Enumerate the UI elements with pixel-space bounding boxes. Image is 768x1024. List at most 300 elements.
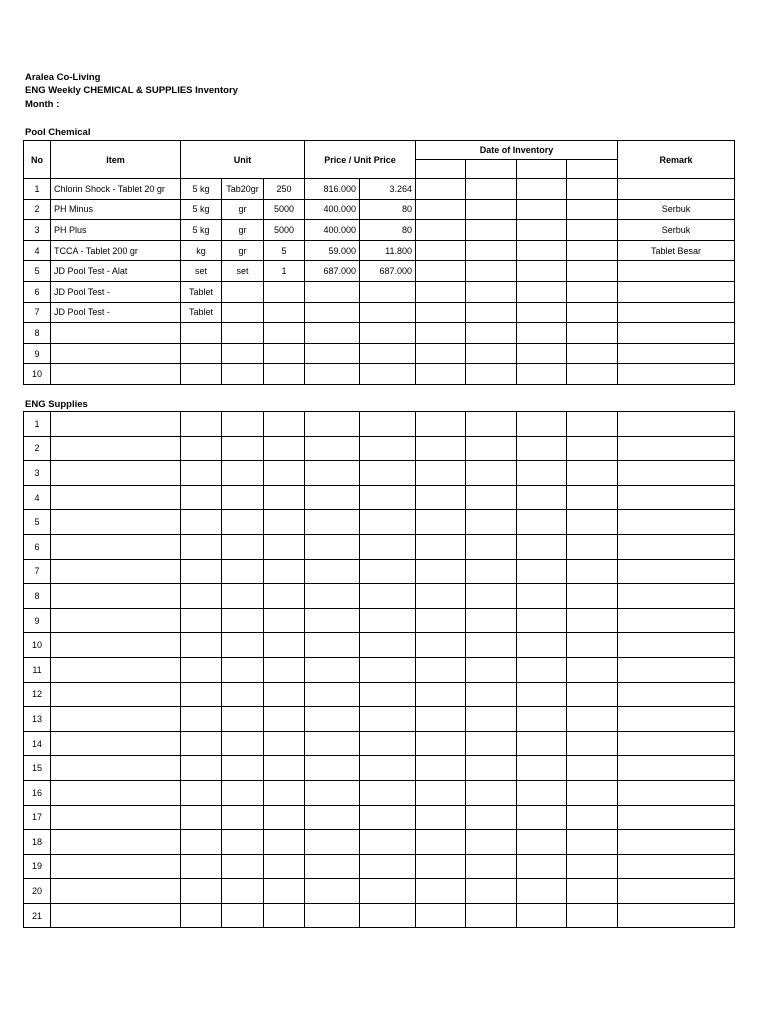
supplies-cell[interactable]: [466, 707, 517, 732]
supplies-cell[interactable]: [181, 731, 222, 756]
supplies-cell[interactable]: [51, 903, 181, 928]
supplies-cell[interactable]: [51, 485, 181, 510]
supplies-cell[interactable]: [567, 584, 618, 609]
supplies-cell[interactable]: [567, 436, 618, 461]
inventory-cell-1[interactable]: [416, 220, 466, 241]
supplies-cell[interactable]: [305, 707, 360, 732]
supplies-cell[interactable]: [567, 805, 618, 830]
inventory-cell-3[interactable]: [517, 323, 567, 344]
supplies-cell[interactable]: [618, 559, 735, 584]
inventory-cell-4[interactable]: [567, 364, 618, 385]
row-no: 8: [24, 323, 51, 344]
supplies-cell[interactable]: [618, 608, 735, 633]
supplies-cell[interactable]: [517, 682, 567, 707]
inventory-cell-1[interactable]: [416, 364, 466, 385]
supplies-cell[interactable]: [416, 780, 466, 805]
supplies-cell[interactable]: [51, 830, 181, 855]
supplies-cell[interactable]: [305, 510, 360, 535]
supplies-cell[interactable]: [567, 854, 618, 879]
table-row: [24, 608, 735, 633]
supplies-cell[interactable]: [466, 854, 517, 879]
supplies-cell[interactable]: [222, 731, 264, 756]
supplies-cell[interactable]: [360, 903, 416, 928]
inventory-cell-1[interactable]: [416, 343, 466, 364]
inventory-cell-2[interactable]: [466, 179, 517, 200]
supplies-cell[interactable]: [51, 534, 181, 559]
supplies-cell[interactable]: [517, 657, 567, 682]
inventory-cell-2[interactable]: [466, 199, 517, 220]
supplies-cell[interactable]: [181, 485, 222, 510]
supplies-cell[interactable]: [517, 830, 567, 855]
inventory-cell-3[interactable]: [517, 240, 567, 261]
supplies-cell[interactable]: [264, 510, 305, 535]
supplies-cell[interactable]: [416, 461, 466, 486]
inventory-cell-1[interactable]: [416, 240, 466, 261]
supplies-cell[interactable]: [360, 485, 416, 510]
supplies-cell[interactable]: [222, 436, 264, 461]
date-slot-1[interactable]: [416, 160, 466, 179]
supplies-cell[interactable]: [466, 608, 517, 633]
supplies-cell[interactable]: [181, 903, 222, 928]
supplies-cell[interactable]: [360, 412, 416, 437]
supplies-cell[interactable]: [517, 436, 567, 461]
supplies-cell[interactable]: [264, 633, 305, 658]
supplies-cell[interactable]: [222, 903, 264, 928]
supplies-cell[interactable]: [466, 731, 517, 756]
supplies-cell[interactable]: [416, 608, 466, 633]
supplies-cell[interactable]: [181, 510, 222, 535]
supplies-cell[interactable]: [416, 879, 466, 904]
supplies-cell[interactable]: [466, 756, 517, 781]
supplies-cell[interactable]: [222, 534, 264, 559]
supplies-cell[interactable]: [360, 461, 416, 486]
table-row: [24, 179, 735, 200]
unit-price: 80: [360, 220, 416, 241]
supplies-cell[interactable]: [305, 412, 360, 437]
remark: Serbuk: [618, 220, 735, 241]
supplies-cell[interactable]: [305, 756, 360, 781]
supplies-cell[interactable]: [416, 903, 466, 928]
supplies-cell[interactable]: [618, 854, 735, 879]
supplies-cell[interactable]: [567, 682, 618, 707]
supplies-cell[interactable]: [51, 805, 181, 830]
supplies-cell[interactable]: [264, 707, 305, 732]
supplies-cell[interactable]: [618, 731, 735, 756]
supplies-cell[interactable]: [305, 584, 360, 609]
supplies-cell[interactable]: [360, 559, 416, 584]
supplies-cell[interactable]: [567, 830, 618, 855]
unit-type: set: [222, 261, 264, 282]
inventory-cell-1[interactable]: [416, 179, 466, 200]
supplies-cell[interactable]: [360, 756, 416, 781]
supplies-cell[interactable]: [416, 510, 466, 535]
supplies-cell[interactable]: [222, 879, 264, 904]
supplies-cell[interactable]: [264, 805, 305, 830]
supplies-cell[interactable]: [360, 707, 416, 732]
supplies-cell[interactable]: [360, 510, 416, 535]
supplies-cell[interactable]: [222, 485, 264, 510]
supplies-cell[interactable]: [466, 485, 517, 510]
supplies-cell[interactable]: [517, 534, 567, 559]
inventory-cell-1[interactable]: [416, 323, 466, 344]
inventory-cell-1[interactable]: [416, 199, 466, 220]
supplies-cell[interactable]: [517, 707, 567, 732]
supplies-cell[interactable]: [618, 707, 735, 732]
supplies-cell[interactable]: [360, 780, 416, 805]
supplies-cell[interactable]: [567, 657, 618, 682]
inventory-cell-3[interactable]: [517, 261, 567, 282]
table-row: [24, 323, 735, 344]
supplies-cell[interactable]: [360, 879, 416, 904]
supplies-cell[interactable]: [51, 608, 181, 633]
row-no: 18: [24, 830, 51, 855]
supplies-cell[interactable]: [51, 879, 181, 904]
supplies-cell[interactable]: [618, 756, 735, 781]
supplies-cell[interactable]: [416, 584, 466, 609]
inventory-cell-2[interactable]: [466, 240, 517, 261]
supplies-cell[interactable]: [264, 657, 305, 682]
supplies-cell[interactable]: [181, 805, 222, 830]
supplies-cell[interactable]: [466, 830, 517, 855]
supplies-cell[interactable]: [416, 731, 466, 756]
supplies-cell[interactable]: [567, 903, 618, 928]
supplies-cell[interactable]: [618, 780, 735, 805]
inventory-cell-3[interactable]: [517, 343, 567, 364]
supplies-cell[interactable]: [360, 534, 416, 559]
supplies-cell[interactable]: [181, 608, 222, 633]
row-no: 13: [24, 707, 51, 732]
supplies-cell[interactable]: [51, 584, 181, 609]
supplies-cell[interactable]: [264, 436, 305, 461]
supplies-cell[interactable]: [51, 780, 181, 805]
supplies-cell[interactable]: [305, 780, 360, 805]
supplies-cell[interactable]: [181, 657, 222, 682]
supplies-cell[interactable]: [264, 780, 305, 805]
row-no: 7: [24, 302, 51, 323]
supplies-cell[interactable]: [517, 756, 567, 781]
date-slot-2[interactable]: [466, 160, 517, 179]
supplies-cell[interactable]: [51, 756, 181, 781]
supplies-cell[interactable]: [466, 879, 517, 904]
supplies-cell[interactable]: [466, 510, 517, 535]
supplies-cell[interactable]: [360, 584, 416, 609]
supplies-cell[interactable]: [264, 756, 305, 781]
supplies-cell[interactable]: [222, 854, 264, 879]
supplies-cell[interactable]: [567, 879, 618, 904]
inventory-cell-3[interactable]: [517, 220, 567, 241]
unit-price: 687.000: [360, 261, 416, 282]
supplies-cell[interactable]: [416, 534, 466, 559]
supplies-cell[interactable]: [517, 854, 567, 879]
supplies-cell[interactable]: [305, 633, 360, 658]
supplies-cell[interactable]: [181, 756, 222, 781]
supplies-cell[interactable]: [466, 436, 517, 461]
supplies-cell[interactable]: [567, 534, 618, 559]
inventory-cell-2[interactable]: [466, 323, 517, 344]
supplies-cell[interactable]: [305, 903, 360, 928]
inventory-cell-4[interactable]: [567, 240, 618, 261]
supplies-cell[interactable]: [517, 879, 567, 904]
supplies-cell[interactable]: [618, 830, 735, 855]
supplies-cell[interactable]: [360, 830, 416, 855]
supplies-cell[interactable]: [466, 805, 517, 830]
supplies-cell[interactable]: [264, 461, 305, 486]
supplies-cell[interactable]: [305, 657, 360, 682]
supplies-cell[interactable]: [360, 682, 416, 707]
supplies-cell[interactable]: [416, 633, 466, 658]
supplies-cell[interactable]: [466, 780, 517, 805]
item-name: [51, 323, 181, 344]
supplies-cell[interactable]: [51, 461, 181, 486]
supplies-cell[interactable]: [517, 485, 567, 510]
supplies-cell[interactable]: [222, 559, 264, 584]
inventory-cell-3[interactable]: [517, 281, 567, 302]
supplies-cell[interactable]: [222, 412, 264, 437]
supplies-cell[interactable]: [416, 436, 466, 461]
supplies-cell[interactable]: [264, 559, 305, 584]
inventory-cell-3[interactable]: [517, 179, 567, 200]
supplies-cell[interactable]: [567, 608, 618, 633]
supplies-cell[interactable]: [416, 559, 466, 584]
supplies-cell[interactable]: [51, 854, 181, 879]
supplies-cell[interactable]: [618, 805, 735, 830]
inventory-cell-4[interactable]: [567, 281, 618, 302]
supplies-cell[interactable]: [264, 534, 305, 559]
supplies-cell[interactable]: [181, 854, 222, 879]
supplies-cell[interactable]: [416, 682, 466, 707]
inventory-cell-1[interactable]: [416, 261, 466, 282]
supplies-cell[interactable]: [567, 559, 618, 584]
supplies-cell[interactable]: [466, 534, 517, 559]
supplies-cell[interactable]: [360, 657, 416, 682]
inventory-cell-2[interactable]: [466, 261, 517, 282]
supplies-cell[interactable]: [305, 682, 360, 707]
supplies-cell[interactable]: [618, 657, 735, 682]
supplies-cell[interactable]: [51, 682, 181, 707]
supplies-cell[interactable]: [517, 731, 567, 756]
supplies-cell[interactable]: [222, 756, 264, 781]
supplies-cell[interactable]: [51, 412, 181, 437]
supplies-cell[interactable]: [416, 707, 466, 732]
supplies-cell[interactable]: [305, 436, 360, 461]
supplies-cell[interactable]: [416, 657, 466, 682]
supplies-cell[interactable]: [305, 608, 360, 633]
supplies-cell[interactable]: [466, 682, 517, 707]
supplies-cell[interactable]: [181, 780, 222, 805]
supplies-cell[interactable]: [466, 584, 517, 609]
supplies-cell[interactable]: [264, 485, 305, 510]
supplies-cell[interactable]: [222, 608, 264, 633]
supplies-cell[interactable]: [222, 510, 264, 535]
supplies-cell[interactable]: [222, 584, 264, 609]
supplies-cell[interactable]: [181, 461, 222, 486]
supplies-cell[interactable]: [264, 584, 305, 609]
supplies-cell[interactable]: [618, 633, 735, 658]
supplies-cell[interactable]: [181, 436, 222, 461]
supplies-cell[interactable]: [51, 657, 181, 682]
inventory-cell-3[interactable]: [517, 364, 567, 385]
supplies-cell[interactable]: [264, 682, 305, 707]
supplies-cell[interactable]: [305, 830, 360, 855]
supplies-cell[interactable]: [466, 461, 517, 486]
supplies-cell[interactable]: [305, 879, 360, 904]
supplies-cell[interactable]: [51, 633, 181, 658]
supplies-cell[interactable]: [264, 608, 305, 633]
supplies-cell[interactable]: [305, 534, 360, 559]
supplies-cell[interactable]: [264, 854, 305, 879]
inventory-cell-4[interactable]: [567, 179, 618, 200]
supplies-cell[interactable]: [567, 412, 618, 437]
supplies-cell[interactable]: [305, 461, 360, 486]
supplies-cell[interactable]: [360, 633, 416, 658]
supplies-cell[interactable]: [305, 731, 360, 756]
supplies-cell[interactable]: [466, 633, 517, 658]
supplies-cell[interactable]: [51, 510, 181, 535]
supplies-cell[interactable]: [416, 756, 466, 781]
supplies-cell[interactable]: [51, 436, 181, 461]
supplies-cell[interactable]: [567, 461, 618, 486]
supplies-cell[interactable]: [517, 805, 567, 830]
supplies-cell[interactable]: [360, 805, 416, 830]
inventory-cell-1[interactable]: [416, 302, 466, 323]
inventory-cell-4[interactable]: [567, 199, 618, 220]
remark: [618, 179, 735, 200]
supplies-cell[interactable]: [416, 830, 466, 855]
supplies-cell[interactable]: [222, 633, 264, 658]
inventory-cell-4[interactable]: [567, 220, 618, 241]
inventory-cell-1[interactable]: [416, 281, 466, 302]
unit-pack: 5 kg: [181, 179, 222, 200]
supplies-cell[interactable]: [264, 830, 305, 855]
supplies-cell[interactable]: [618, 461, 735, 486]
supplies-cell[interactable]: [51, 559, 181, 584]
supplies-cell[interactable]: [264, 412, 305, 437]
supplies-cell[interactable]: [264, 731, 305, 756]
date-slot-3[interactable]: [517, 160, 567, 179]
supplies-cell[interactable]: [466, 412, 517, 437]
supplies-cell[interactable]: [51, 731, 181, 756]
supplies-cell[interactable]: [466, 559, 517, 584]
supplies-cell[interactable]: [360, 436, 416, 461]
supplies-cell[interactable]: [567, 731, 618, 756]
supplies-cell[interactable]: [618, 436, 735, 461]
supplies-cell[interactable]: [517, 510, 567, 535]
supplies-cell[interactable]: [264, 879, 305, 904]
supplies-cell[interactable]: [517, 903, 567, 928]
supplies-cell[interactable]: [416, 854, 466, 879]
unit-qty: 250: [264, 179, 305, 200]
supplies-cell[interactable]: [618, 682, 735, 707]
unit-qty: [264, 364, 305, 385]
inventory-cell-2[interactable]: [466, 220, 517, 241]
supplies-cell[interactable]: [416, 485, 466, 510]
supplies-cell[interactable]: [618, 879, 735, 904]
inventory-cell-4[interactable]: [567, 323, 618, 344]
supplies-cell[interactable]: [360, 731, 416, 756]
supplies-cell[interactable]: [181, 534, 222, 559]
supplies-cell[interactable]: [222, 682, 264, 707]
supplies-cell[interactable]: [181, 707, 222, 732]
inventory-cell-2[interactable]: [466, 302, 517, 323]
supplies-cell[interactable]: [222, 707, 264, 732]
supplies-cell[interactable]: [567, 756, 618, 781]
supplies-cell[interactable]: [222, 657, 264, 682]
supplies-cell[interactable]: [416, 412, 466, 437]
inventory-cell-4[interactable]: [567, 343, 618, 364]
supplies-cell[interactable]: [305, 805, 360, 830]
supplies-cell[interactable]: [517, 584, 567, 609]
supplies-cell[interactable]: [618, 485, 735, 510]
supplies-cell[interactable]: [618, 412, 735, 437]
supplies-cell[interactable]: [51, 707, 181, 732]
inventory-cell-4[interactable]: [567, 302, 618, 323]
unit-type: gr: [222, 240, 264, 261]
supplies-cell[interactable]: [567, 485, 618, 510]
row-no: 6: [24, 281, 51, 302]
supplies-cell[interactable]: [222, 780, 264, 805]
supplies-cell[interactable]: [517, 412, 567, 437]
supplies-cell[interactable]: [181, 559, 222, 584]
supplies-cell[interactable]: [360, 608, 416, 633]
supplies-cell[interactable]: [222, 805, 264, 830]
supplies-cell[interactable]: [618, 903, 735, 928]
supplies-cell[interactable]: [264, 903, 305, 928]
supplies-cell[interactable]: [416, 805, 466, 830]
supplies-cell[interactable]: [567, 707, 618, 732]
inventory-cell-3[interactable]: [517, 199, 567, 220]
supplies-cell[interactable]: [517, 608, 567, 633]
supplies-cell[interactable]: [517, 461, 567, 486]
supplies-cell[interactable]: [517, 633, 567, 658]
row-no: 12: [24, 682, 51, 707]
supplies-cell[interactable]: [181, 830, 222, 855]
inventory-cell-3[interactable]: [517, 302, 567, 323]
row-no: 5: [24, 510, 51, 535]
unit-qty: [264, 323, 305, 344]
supplies-cell[interactable]: [181, 879, 222, 904]
supplies-cell[interactable]: [181, 584, 222, 609]
date-slot-4[interactable]: [567, 160, 618, 179]
supplies-cell[interactable]: [567, 780, 618, 805]
supplies-cell[interactable]: [618, 534, 735, 559]
table-row: [24, 240, 735, 261]
supplies-cell[interactable]: [305, 854, 360, 879]
supplies-cell[interactable]: [305, 485, 360, 510]
supplies-cell[interactable]: [222, 461, 264, 486]
supplies-cell[interactable]: [618, 510, 735, 535]
supplies-cell[interactable]: [181, 682, 222, 707]
supplies-cell[interactable]: [222, 830, 264, 855]
supplies-cell[interactable]: [567, 510, 618, 535]
inventory-cell-2[interactable]: [466, 364, 517, 385]
row-no: 14: [24, 731, 51, 756]
supplies-cell[interactable]: [305, 559, 360, 584]
supplies-cell[interactable]: [618, 584, 735, 609]
supplies-cell[interactable]: [466, 903, 517, 928]
unit-pack: [181, 343, 222, 364]
inventory-cell-2[interactable]: [466, 343, 517, 364]
company-name: Aralea Co-Living: [25, 72, 101, 83]
supplies-cell[interactable]: [466, 657, 517, 682]
supplies-cell[interactable]: [181, 633, 222, 658]
supplies-cell[interactable]: [181, 412, 222, 437]
supplies-cell[interactable]: [567, 633, 618, 658]
inventory-cell-2[interactable]: [466, 281, 517, 302]
inventory-cell-4[interactable]: [567, 261, 618, 282]
supplies-cell[interactable]: [517, 559, 567, 584]
supplies-cell[interactable]: [517, 780, 567, 805]
supplies-cell[interactable]: [360, 854, 416, 879]
